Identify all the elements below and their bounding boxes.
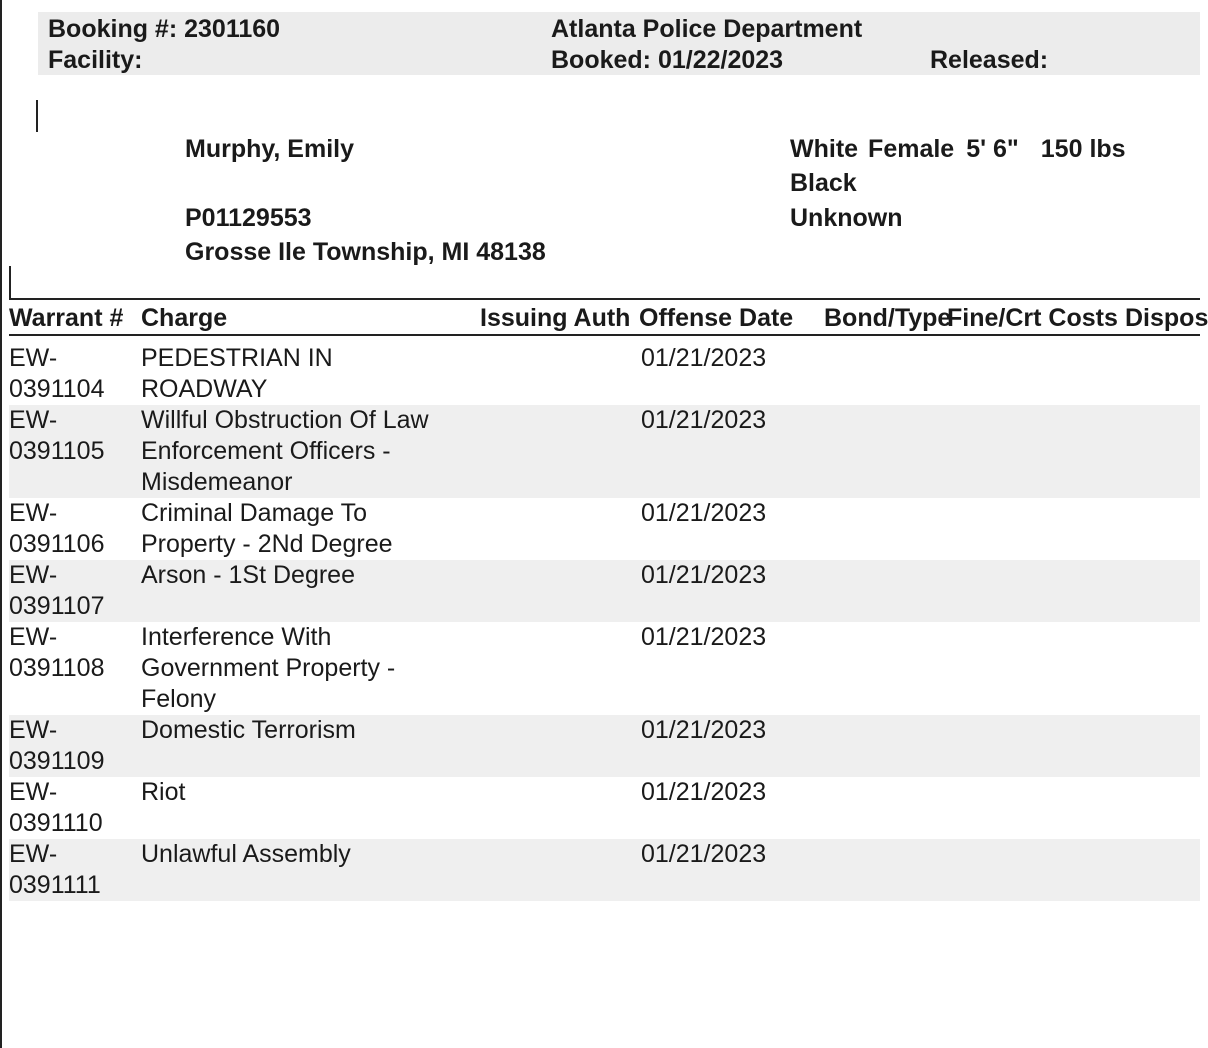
person-race: White — [790, 135, 859, 163]
charges-table-body — [9, 343, 1200, 901]
warrant-number: EW- 0391108 — [9, 623, 105, 682]
offense-date: 01/21/2023 — [641, 623, 767, 651]
section-tick — [9, 266, 11, 298]
warrant-number: EW- 0391109 — [9, 716, 105, 775]
offense-date: 01/21/2023 — [641, 499, 767, 527]
charge-description: Interference With Government Property - Felony — [141, 623, 396, 713]
table-row — [9, 405, 1200, 498]
col-fine-costs: Fine/Crt Costs — [947, 304, 1118, 332]
released-label: Released: — [930, 46, 1049, 74]
table-row — [9, 498, 1200, 560]
booked-date: Booked: 01/22/2023 — [551, 46, 784, 74]
offense-date: 01/21/2023 — [641, 344, 767, 372]
charge-description: Domestic Terrorism — [141, 716, 356, 744]
person-eyes: Unknown — [790, 204, 903, 232]
person-sex: Female — [868, 135, 955, 163]
charge-description: PEDESTRIAN IN ROADWAY — [141, 344, 333, 403]
warrant-number: EW- 0391110 — [9, 778, 103, 837]
charge-description: Arson - 1St Degree — [141, 561, 355, 589]
table-row — [9, 839, 1200, 901]
charges-table-header — [9, 302, 1208, 334]
col-offense-date: Offense Date — [639, 304, 794, 332]
page-left-border — [0, 0, 2, 1048]
person-name: Murphy, Emily — [185, 135, 355, 163]
col-charge: Charge — [141, 304, 228, 332]
person-address: Grosse Ile Township, MI 48138 — [185, 238, 546, 266]
table-row — [9, 560, 1200, 622]
col-disposition: Dispos — [1125, 304, 1208, 332]
warrant-number: EW- 0391106 — [9, 499, 105, 558]
col-warrant: Warrant # — [9, 304, 124, 332]
person-id: P01129553 — [185, 204, 312, 232]
booking-number: Booking #: 2301160 — [48, 15, 281, 43]
warrant-number: EW- 0391107 — [9, 561, 105, 620]
table-top-rule — [9, 298, 1200, 300]
person-hair: Black — [790, 169, 857, 197]
col-issuing-auth: Issuing Auth — [480, 304, 631, 332]
charge-description: Willful Obstruction Of Law Enforcement Officers - Misdemeanor — [141, 406, 429, 496]
person-descriptors — [790, 132, 1126, 166]
charge-description: Unlawful Assembly — [141, 840, 351, 868]
table-row — [9, 343, 1200, 405]
department-name: Atlanta Police Department — [551, 15, 863, 43]
warrant-number: EW- 0391104 — [9, 344, 105, 403]
offense-date: 01/21/2023 — [641, 406, 767, 434]
col-bond-type: Bond/Type — [824, 304, 952, 332]
offense-date: 01/21/2023 — [641, 840, 767, 868]
person-height: 5' 6" — [966, 135, 1019, 163]
offense-date: 01/21/2023 — [641, 716, 767, 744]
table-row — [9, 715, 1200, 777]
table-header-rule — [9, 334, 1200, 336]
table-row — [9, 622, 1200, 715]
table-row — [9, 777, 1200, 839]
warrant-number: EW- 0391105 — [9, 406, 105, 465]
charge-description: Criminal Damage To Property - 2Nd Degree — [141, 499, 393, 558]
person-weight: 150 lbs — [1040, 135, 1126, 163]
charge-description: Riot — [141, 778, 186, 806]
warrant-number: EW- 0391111 — [9, 840, 101, 899]
text-cursor — [36, 100, 38, 132]
offense-date: 01/21/2023 — [641, 561, 767, 589]
offense-date: 01/21/2023 — [641, 778, 767, 806]
facility-label: Facility: — [48, 46, 143, 74]
